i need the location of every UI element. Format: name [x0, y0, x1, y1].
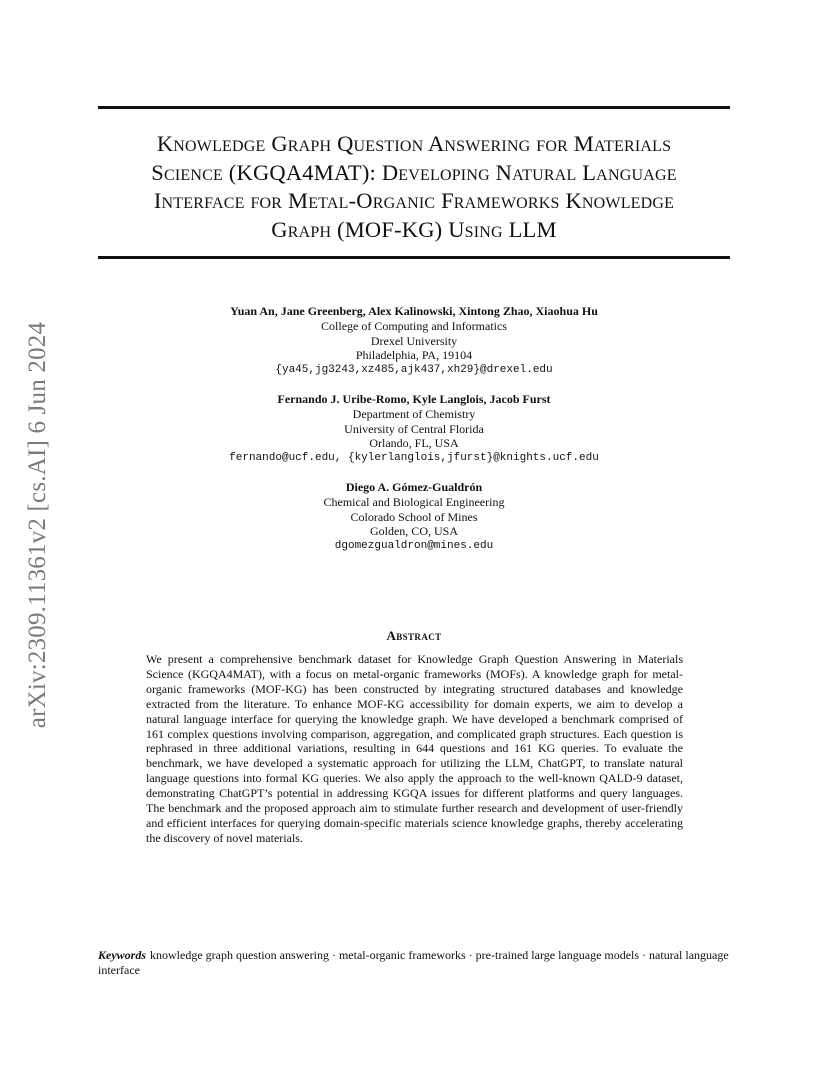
keywords-label: Keywords — [98, 948, 146, 962]
author-list — [98, 304, 730, 568]
author-names: Fernando J. Uribe-Romo, Kyle Langlois, Jacob Furst — [277, 391, 551, 406]
keywords-text: knowledge graph question answering · metal-organic frameworks · pre-trained large language models · natural language interface — [98, 948, 729, 977]
affiliation-line: College of Computing and Informatics — [321, 318, 507, 333]
paper-title — [98, 130, 730, 244]
author-names: Diego A. Gómez-Gualdrón — [345, 479, 483, 494]
title-line: Knowledge Graph Question Answering for Materials — [156, 131, 672, 156]
affiliation-line: Orlando, FL, USA — [369, 436, 459, 451]
title-line: Interface for Metal-Organic Frameworks Knowledge — [153, 188, 675, 213]
author-names: Yuan An, Jane Greenberg, Alex Kalinowski, Xintong Zhao, Xiaohua Hu — [230, 304, 598, 318]
arxiv-identifier-stamp: arXiv:2309.11361v2 [cs.AI] 6 Jun 2024 — [24, 321, 51, 729]
title-rule-bottom — [98, 256, 730, 259]
abstract-heading: Abstract — [386, 628, 442, 643]
affiliation-line: University of Central Florida — [344, 421, 484, 436]
abstract-text: We present a comprehensive benchmark dataset for Knowledge Graph Question Answering in Materials Science (KGQA4MAT), with a focus on metal-organic frameworks (MOFs). A knowledge graph for metal-organic frameworks (MOF-KG) has been constructed by integrating structured databases and knowledge extracted from the literature. To enhance MOF-KG accessibility for domain experts, we aim to develop a natural language interface for querying the knowledge graph. We have developed a benchmark comprised of 161 complex questions involving comparison, aggregation, and complicated graph structures. Each question is rephrased in three additional variations, resulting in 644 questions and 161 KG queries. To evaluate the benchmark, we have developed a systematic approach for utilizing the LLM, ChatGPT, to translate natural language questions into formal KG queries. We also apply the approach to the well-known QALD-9 dataset, demonstrating ChatGPT’s potential in addressing KGQA issues for different platforms and query languages. The benchmark and the proposed approach aim to stimulate further research and development of user-friendly and efficient interfaces for querying domain-specific materials science knowledge graphs, thereby accelerating the discovery of novel materials. — [146, 652, 683, 845]
title-line: Graph (MOF-KG) Using LLM — [271, 216, 557, 242]
affiliation-ucf — [98, 392, 730, 466]
title-line: Science (KGQA4MAT): Developing Natural Language — [151, 159, 677, 185]
author-email: dgomezgualdron@mines.edu — [334, 540, 494, 553]
affiliation-mines — [98, 480, 730, 554]
keywords-section — [98, 948, 730, 978]
affiliation-line: Colorado School of Mines — [350, 509, 478, 524]
author-email: fernando@ucf.edu, {kylerlanglois,jfurst}@knights.ucf.edu — [229, 452, 599, 465]
affiliation-line: Chemical and Biological Engineering — [323, 494, 505, 509]
author-email: {ya45,jg3243,xz485,ajk437,xh29}@drexel.edu — [275, 364, 553, 377]
affiliation-line: Golden, CO, USA — [369, 524, 458, 539]
affiliation-line: Philadelphia, PA, 19104 — [355, 348, 473, 363]
affiliation-line: Department of Chemistry — [352, 406, 476, 421]
affiliation-line: Drexel University — [370, 333, 458, 348]
affiliation-drexel — [98, 304, 730, 378]
title-rule-top — [98, 106, 730, 109]
